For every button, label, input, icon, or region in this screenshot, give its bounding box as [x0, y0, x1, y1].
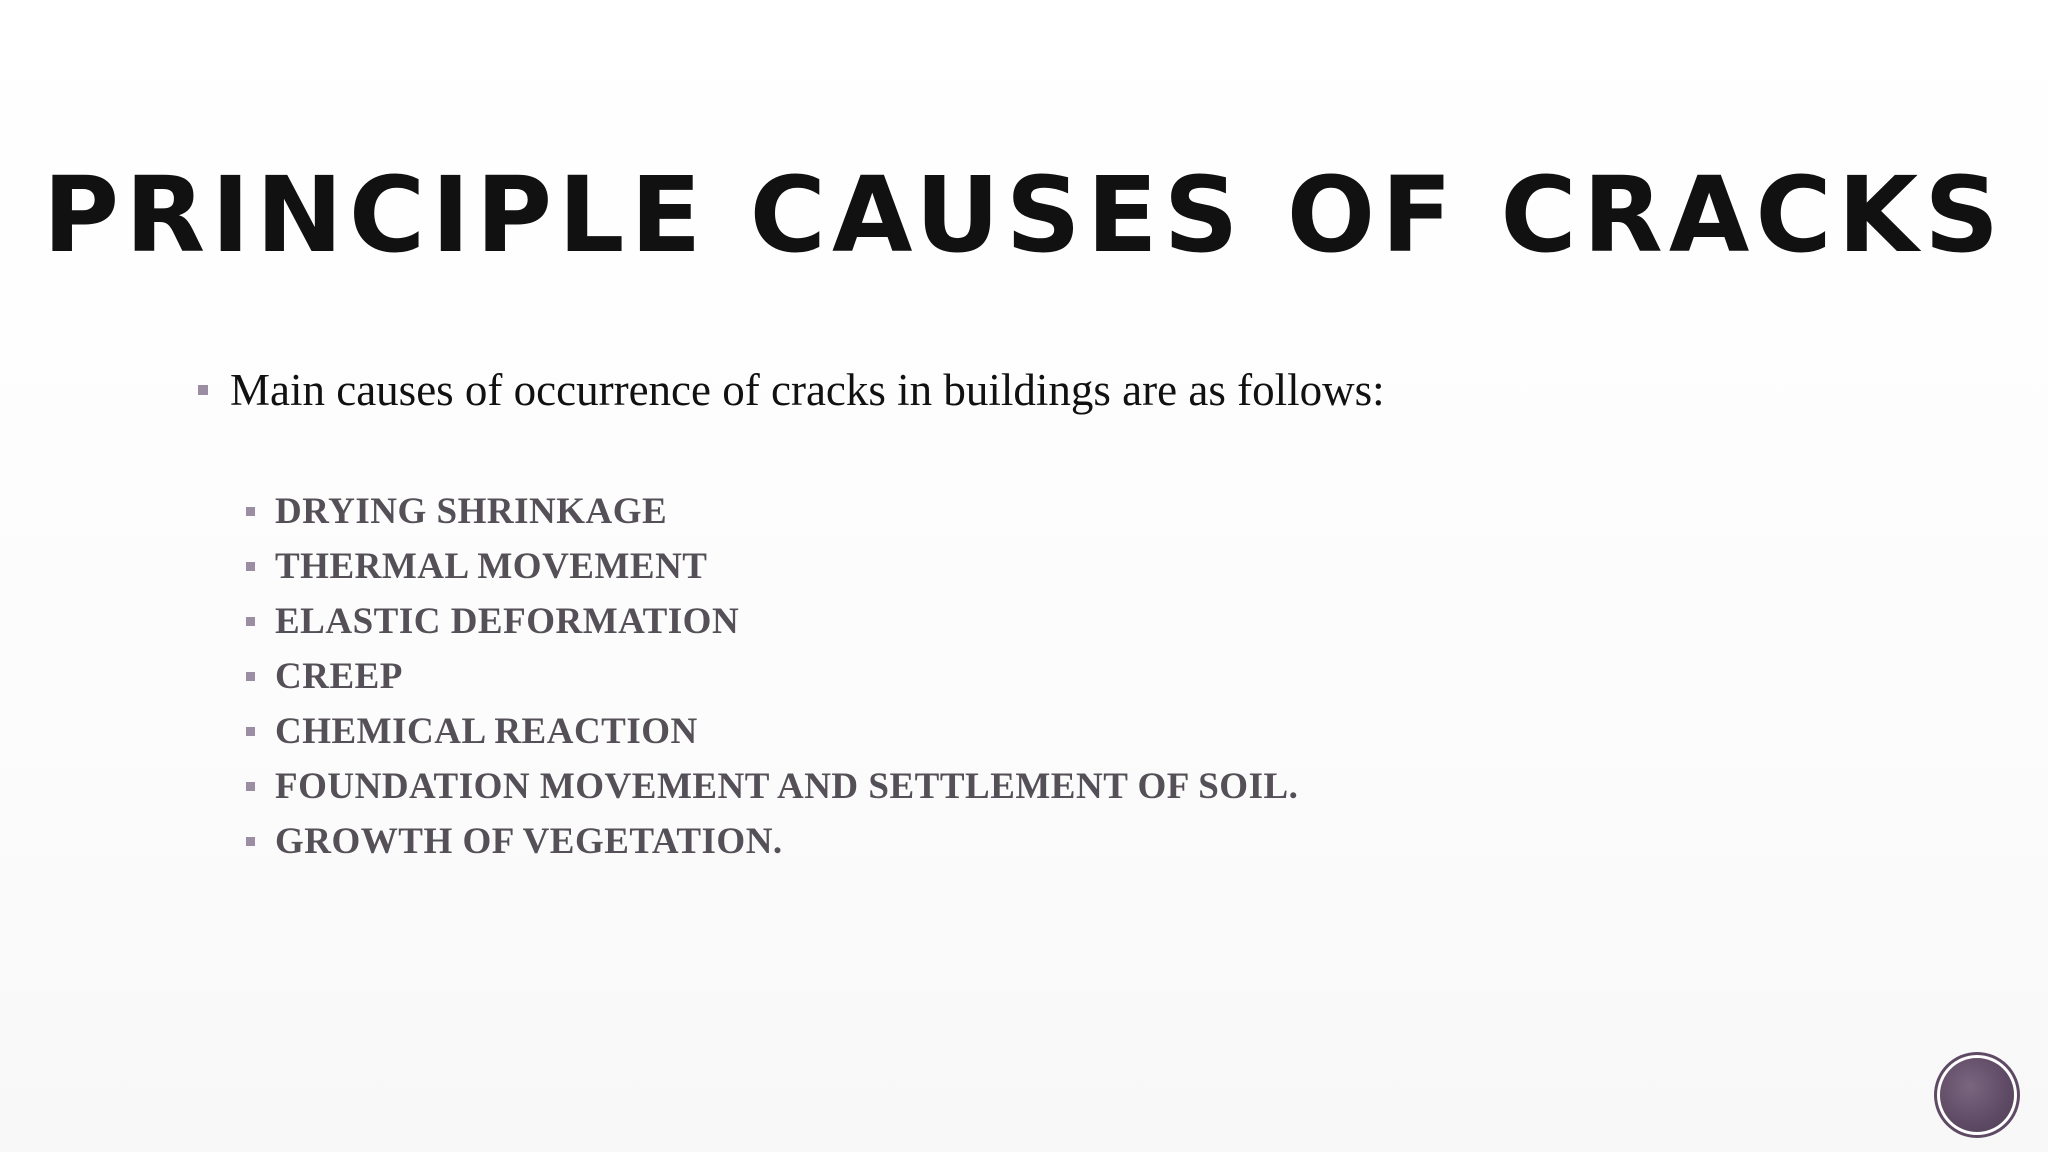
cause-text: DRYING SHRINKAGE [275, 491, 668, 532]
circle-badge-icon [1940, 1058, 2014, 1132]
square-bullet-icon [246, 837, 255, 846]
lead-bullet [198, 360, 1898, 420]
list-item [246, 759, 1298, 814]
cause-text: THERMAL MOVEMENT [275, 546, 708, 587]
square-bullet-icon [246, 562, 255, 571]
square-bullet-icon [246, 727, 255, 736]
square-bullet-icon [198, 385, 208, 395]
list-item [246, 704, 1298, 759]
square-bullet-icon [246, 507, 255, 516]
cause-text: CHEMICAL REACTION [275, 711, 698, 752]
square-bullet-icon [246, 617, 255, 626]
slide-title: PRINCIPLE CAUSES OF CRACKS [42, 154, 2006, 276]
cause-text: FOUNDATION MOVEMENT AND SETTLEMENT OF SOIL. [275, 766, 1299, 807]
cause-text: GROWTH OF VEGETATION. [275, 821, 783, 862]
list-item [246, 539, 1298, 594]
lead-text: Main causes of occurrence of cracks in buildings are as follows: [230, 365, 1385, 415]
square-bullet-icon [246, 672, 255, 681]
list-item [246, 484, 1298, 539]
cause-text: ELASTIC DEFORMATION [275, 601, 740, 642]
square-bullet-icon [246, 782, 255, 791]
list-item [246, 594, 1298, 649]
causes-list [246, 484, 1298, 869]
list-item [246, 814, 1298, 869]
list-item [246, 649, 1298, 704]
cause-text: CREEP [275, 656, 403, 697]
